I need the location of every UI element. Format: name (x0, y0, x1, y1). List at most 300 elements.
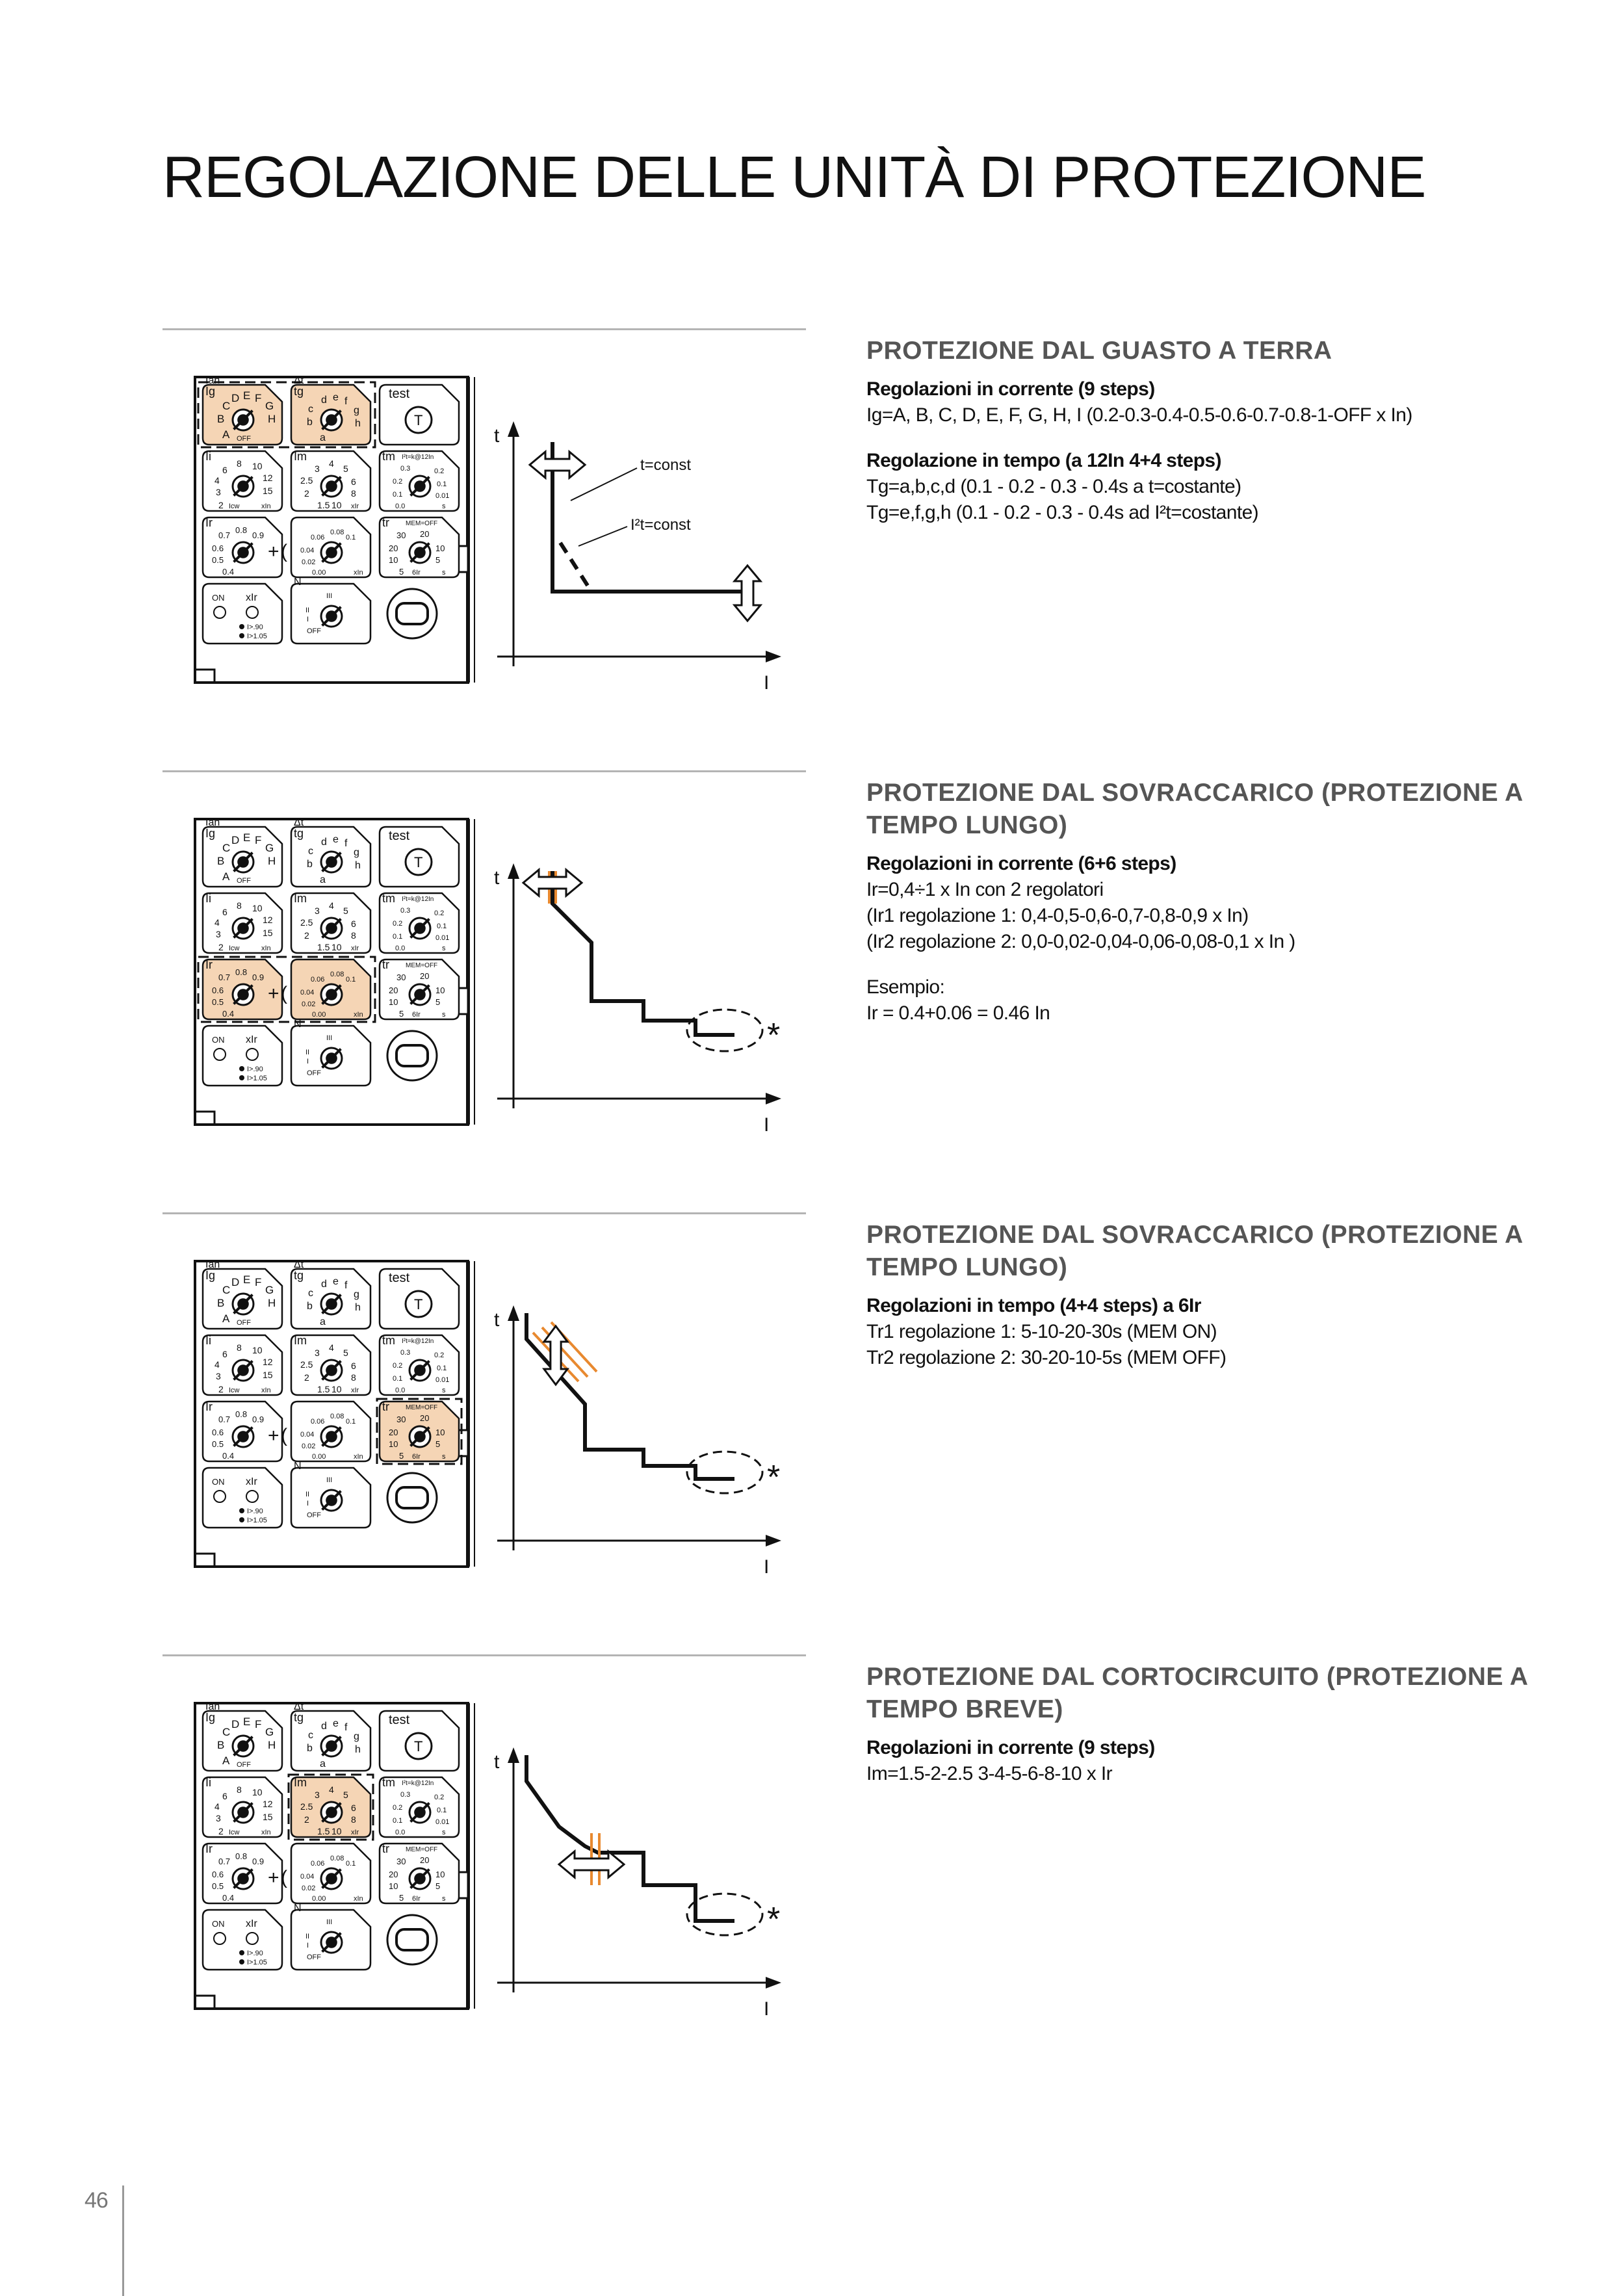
section-heading: PROTEZIONE DAL CORTOCIRCUITO (PROTEZIONE A TEMPO BREVE) (866, 1663, 1527, 1723)
protection-figure (162, 806, 812, 1157)
ig-letter: G (265, 1284, 274, 1296)
im-value: 8 (351, 488, 356, 499)
tm-value: 0.1 (437, 480, 447, 488)
im-value: 3 (315, 463, 320, 474)
ii-label: Ii (205, 1334, 211, 1347)
tg-letter: g (354, 847, 359, 858)
tm-value: 0.0 (395, 1387, 406, 1394)
i-gt-105-label: I>1.05 (247, 1517, 267, 1524)
ig-letter: G (265, 842, 274, 854)
im-value: 1.5 (317, 942, 330, 952)
ii-value: 4 (214, 917, 220, 928)
n-label: N (294, 1019, 302, 1030)
im-value: 6 (351, 476, 356, 487)
test-button-label: T (414, 1296, 423, 1312)
section-text (866, 1661, 1549, 1807)
tm-value: 0.2 (434, 467, 445, 475)
tm-value: 0.1 (437, 1807, 447, 1814)
ig-label: Ig (205, 1269, 216, 1282)
tr-6ir-label: 6Ir (412, 1895, 421, 1903)
tr-label: tr (382, 1400, 389, 1413)
ig-letter: OFF (237, 435, 251, 443)
ig-letter: D (231, 834, 240, 846)
tr-value: 5 (435, 555, 441, 565)
tg-letter: f (344, 838, 348, 849)
im-value: 10 (331, 1826, 342, 1836)
trip-curve-graph (494, 863, 781, 1136)
on-led (214, 1049, 226, 1060)
im-value: 4 (329, 458, 334, 469)
tr-value: 10 (389, 1881, 398, 1891)
tm-i2t-label: I²t=k@12In (402, 1780, 434, 1787)
tr-value: 20 (420, 1413, 430, 1423)
im-value: 1.5 (317, 1384, 330, 1394)
im-value: 3 (315, 1790, 320, 1800)
ir2-value: 0.1 (346, 1860, 356, 1868)
test-label: test (389, 387, 410, 401)
ii-value: 6 (222, 465, 227, 475)
ir1-value: 0.7 (218, 530, 231, 540)
led-dot-90 (239, 1508, 244, 1513)
setting-line: Esempio: (866, 976, 945, 998)
trip-curve-graph (494, 1747, 781, 2020)
tg-letter: e (333, 1718, 339, 1729)
n-iii-label: III (326, 1034, 333, 1042)
ig-letter: F (255, 834, 262, 846)
n-label: N (294, 577, 302, 588)
im-value: 2.5 (300, 1359, 313, 1370)
i-axis-label: I (764, 1114, 770, 1136)
xir-label: xIr (246, 1476, 257, 1487)
ig-letter: G (265, 400, 274, 412)
tm-i2t-label: I²t=k@12In (402, 896, 434, 903)
im-value: 3 (315, 1348, 320, 1358)
ir-open-paren: ( (281, 1425, 287, 1446)
t-const-label: t=const (640, 456, 692, 474)
ig-letter: D (231, 1718, 240, 1730)
ir1-value: 0.9 (252, 530, 265, 540)
tg-letter: f (344, 1280, 348, 1291)
ir2-value: 0.08 (330, 528, 344, 536)
n-label: N (294, 1903, 302, 1914)
tm-i2t-label: I²t=k@12In (402, 1338, 434, 1345)
tg-letter: a (320, 1316, 326, 1327)
setting-line: (Ir2 regolazione 2: 0,0-0,02-0,04-0,06-0,08-0,1 x In ) (866, 931, 1295, 952)
xir-label: xIr (246, 592, 257, 603)
connector-port (396, 1929, 428, 1950)
ii-value: 10 (252, 1345, 263, 1355)
ii-value: 2 (218, 1384, 224, 1394)
on-led (214, 1933, 226, 1944)
tm-s-label: s (442, 945, 446, 952)
n-i-label: I (307, 1500, 309, 1507)
tr-mem-off-label: MEM=OFF (406, 1846, 438, 1853)
protection-section (0, 770, 1623, 1199)
im-value: 4 (329, 1342, 334, 1353)
block-title: Regolazioni in corrente (6+6 steps) (866, 853, 1176, 874)
n-iii-label: III (326, 592, 333, 600)
xir-label: xIr (246, 1034, 257, 1045)
ir2-value: 0.00 (312, 1011, 326, 1019)
tr-6ir-label: 6Ir (412, 569, 421, 577)
tm-value: 0.1 (393, 491, 403, 499)
im-value: 2.5 (300, 475, 313, 486)
test-button-label: T (414, 854, 423, 870)
setting-line: Tg=e,f,g,h (0.1 - 0.2 - 0.3 - 0.4s ad I²t=costante) (866, 502, 1259, 523)
n-ii-label: II (305, 607, 310, 614)
ii-value: 3 (216, 1813, 221, 1823)
tr-label: tr (382, 958, 389, 971)
section-text (866, 777, 1549, 1046)
trip-curve-graph (494, 1305, 781, 1578)
ir1-value: 0.6 (212, 543, 224, 553)
led-dot-90 (239, 1066, 244, 1071)
t-axis-arrowhead (508, 421, 519, 437)
tr-value: 5 (435, 1881, 441, 1891)
trip-unit-panel (195, 1259, 474, 1567)
ir2-value: 0.1 (346, 534, 356, 541)
icw-label: Icw (229, 1829, 240, 1836)
icw-label: Icw (229, 502, 240, 510)
tg-letter: g (354, 405, 359, 416)
tg-letter: f (344, 1722, 348, 1733)
im-value: 2 (304, 488, 309, 499)
ii-value: 8 (237, 458, 242, 469)
setting-line: Ir = 0.4+0.06 = 0.46 In (866, 1002, 1050, 1024)
ir1-value: 0.5 (212, 555, 224, 565)
im-value: 5 (343, 463, 348, 474)
ii-value: 10 (252, 1787, 263, 1797)
tr-value: 5 (435, 1439, 441, 1449)
dt-label: Δt (294, 375, 304, 386)
tg-letter: a (320, 1758, 326, 1769)
ii-label: Ii (205, 892, 211, 905)
ii-value: 12 (263, 473, 273, 483)
connector-port (396, 603, 428, 624)
tr-label: tr (382, 1842, 389, 1855)
xir-led (246, 1049, 258, 1060)
setting-line: Tr1 regolazione 1: 5-10-20-30s (MEM ON) (866, 1321, 1217, 1342)
im-value: 6 (351, 919, 356, 929)
im-xir-label: xIr (351, 1829, 359, 1836)
ir2-value: 0.02 (302, 558, 316, 566)
on-led (214, 607, 226, 618)
protection-section (0, 1212, 1623, 1641)
tm-value: 0.2 (434, 1794, 445, 1801)
ii-value: 12 (263, 915, 273, 925)
protection-figure (162, 1690, 812, 2041)
tg-letter: b (307, 1743, 313, 1754)
ir2-value: 0.02 (302, 1885, 316, 1892)
ir1-value: 0.7 (218, 1857, 231, 1866)
ig-label: Ig (205, 827, 216, 840)
ii-value: 6 (222, 907, 227, 917)
tr-value: 5 (399, 567, 404, 577)
time-adjust-arrow (530, 452, 585, 478)
im-value: 5 (343, 1790, 348, 1800)
settings-block (866, 376, 1549, 428)
ii-xin-label: xIn (261, 1387, 271, 1394)
ii-value: 15 (263, 1812, 273, 1822)
im-value: 8 (351, 1814, 356, 1825)
ii-value: 8 (237, 1784, 242, 1795)
instantaneous-zone-ellipse (687, 1894, 762, 1935)
trip-unit-panel (195, 817, 474, 1125)
ir1-value: 0.4 (222, 567, 235, 577)
ii-value: 6 (222, 1349, 227, 1359)
connector-port (396, 1487, 428, 1508)
icw-label: Icw (229, 945, 240, 952)
test-label: test (389, 1271, 410, 1285)
im-value: 5 (343, 1348, 348, 1358)
tr-value: 5 (435, 997, 441, 1007)
ir-open-paren: ( (281, 983, 287, 1004)
tr-value: 20 (420, 529, 430, 539)
ig-letter: OFF (237, 1761, 251, 1769)
ii-value: 4 (214, 1801, 220, 1812)
ir-label: Ir (205, 1400, 213, 1413)
test-button-label: T (414, 1738, 423, 1755)
tm-value: 0.1 (437, 1364, 447, 1372)
ii-value: 2 (218, 942, 224, 952)
tr-s-label: s (442, 569, 446, 577)
ii-label: Ii (205, 450, 211, 463)
tg-letter: c (308, 404, 313, 415)
im-value: 10 (331, 1384, 342, 1394)
ir2-xin-label: xIn (354, 569, 363, 577)
ig-letter: C (222, 1284, 231, 1296)
im-value: 4 (329, 900, 334, 911)
tg-letter: c (308, 1288, 313, 1299)
section-heading: PROTEZIONE DAL SOVRACCARICO (PROTEZIONE A TEMPO LUNGO) (866, 1221, 1523, 1281)
ig-letter: A (222, 1755, 230, 1767)
ii-xin-label: xIn (261, 502, 271, 510)
tm-value: 0.1 (393, 1817, 403, 1825)
tr-value: 10 (435, 543, 445, 553)
i-gt-105-label: I>1.05 (247, 633, 267, 640)
i-gt-105-label: I>1.05 (247, 1959, 267, 1966)
ir2-value: 0.02 (302, 1000, 316, 1008)
ii-label: Ii (205, 1776, 211, 1789)
ig-letter: OFF (237, 1319, 251, 1327)
tr-value: 5 (399, 1893, 404, 1903)
tr-value: 5 (399, 1451, 404, 1461)
ig-letter: A (222, 428, 230, 441)
i-axis-arrowhead (766, 1093, 781, 1104)
ig-letter: H (268, 1297, 276, 1309)
xir-led (246, 1491, 258, 1502)
tg-label: tg (294, 1711, 304, 1724)
tr-value: 10 (435, 985, 445, 995)
t-axis-label: t (494, 1751, 500, 1773)
tm-value: 0.3 (400, 465, 411, 473)
tr-value: 30 (396, 1857, 406, 1866)
tg-letter: e (333, 392, 339, 403)
im-value: 10 (331, 500, 342, 510)
overcurrent-curve (552, 871, 734, 1035)
led-dot-105 (239, 1517, 244, 1522)
ig-letter: C (222, 400, 231, 412)
ig-letter: F (255, 1276, 262, 1288)
ig-label: Ig (205, 1711, 216, 1724)
tm-value: 0.3 (400, 1791, 411, 1799)
ig-letter: H (268, 1739, 276, 1751)
ir2-value: 0.06 (311, 534, 325, 541)
ir1-value: 0.7 (218, 972, 231, 982)
ir1-value: 0.4 (222, 1451, 235, 1461)
setting-line: (Ir1 regolazione 1: 0,4-0,5-0,6-0,7-0,8-0,9 x In) (866, 905, 1249, 926)
t-axis-label: t (494, 1309, 500, 1331)
tr-value: 20 (420, 971, 430, 981)
ir2-xin-label: xIn (354, 1011, 363, 1019)
section-rule (162, 328, 806, 330)
i-axis-label: I (764, 1556, 770, 1578)
tg-letter: a (320, 432, 326, 443)
tr-value: 20 (389, 1428, 398, 1437)
im-label: Im (294, 1334, 307, 1347)
tg-letter: h (355, 1302, 361, 1313)
i-gt-90-label: I>.90 (247, 1950, 263, 1957)
ii-value: 3 (216, 1371, 221, 1381)
tm-value: 0.01 (435, 1818, 450, 1826)
tm-value: 0.1 (393, 1375, 403, 1383)
settings-block (866, 448, 1549, 526)
test-label: test (389, 829, 410, 843)
on-label: ON (212, 1477, 225, 1487)
ir1-value: 0.9 (252, 1415, 265, 1424)
ig-letter: A (222, 870, 230, 883)
ii-value: 8 (237, 900, 242, 911)
tg-letter: g (354, 1289, 359, 1300)
tg-letter: e (333, 1276, 339, 1287)
ir1-value: 0.6 (212, 985, 224, 995)
i2t-const-leader (578, 527, 627, 546)
led-dot-90 (239, 1950, 244, 1955)
i-axis-label: I (764, 1998, 770, 2020)
block-title: Regolazioni in corrente (9 steps) (866, 378, 1155, 400)
n-off-label: OFF (307, 1953, 321, 1961)
im-value: 2 (304, 1814, 309, 1825)
ig-letter: E (243, 389, 251, 402)
ig-letter: C (222, 1726, 231, 1738)
ig-letter: B (217, 1297, 225, 1309)
ir1-value: 0.8 (235, 967, 248, 977)
ir2-value: 0.06 (311, 1418, 325, 1426)
ir1-value: 0.6 (212, 1870, 224, 1879)
page-number: 46 (84, 2188, 108, 2213)
tm-value: 0.3 (400, 907, 411, 915)
tm-value: 0.0 (395, 1829, 406, 1836)
t-axis-arrowhead (508, 863, 519, 879)
tg-letter: h (355, 860, 361, 871)
ir-open-paren: ( (281, 1867, 287, 1888)
ir2-value: 0.06 (311, 1860, 325, 1868)
i-gt-105-label: I>1.05 (247, 1075, 267, 1082)
ig-letter: E (243, 831, 251, 844)
tg-label: tg (294, 1269, 304, 1282)
ian-label: Iān (205, 375, 220, 386)
block-title: Regolazioni in tempo (4+4 steps) a 6Ir (866, 1295, 1201, 1316)
protection-figure (162, 364, 812, 715)
ig-letter: OFF (237, 877, 251, 885)
ii-value: 15 (263, 928, 273, 938)
ir-open-paren: ( (281, 541, 287, 562)
ii-value: 3 (216, 487, 221, 497)
protection-figure (162, 1248, 812, 1599)
led-dot-105 (239, 1959, 244, 1964)
tg-letter: d (321, 1721, 327, 1732)
im-xir-label: xIr (351, 1387, 359, 1394)
ir2-value: 0.08 (330, 1855, 344, 1862)
tm-value: 0.2 (393, 1362, 403, 1370)
im-value: 2 (304, 1372, 309, 1383)
ir2-value: 0.00 (312, 1895, 326, 1903)
ir2-value: 0.04 (300, 547, 315, 554)
ii-value: 2 (218, 500, 224, 510)
trip-unit-panel (195, 1701, 474, 2009)
im-value: 5 (343, 906, 348, 916)
im-value: 2 (304, 930, 309, 941)
tg-letter: b (307, 1301, 313, 1312)
ii-value: 10 (252, 903, 263, 913)
section-rule (162, 770, 806, 772)
t-axis-label: t (494, 425, 500, 447)
block-title: Regolazione in tempo (a 12In 4+4 steps) (866, 450, 1221, 471)
tm-label: tm (382, 1334, 395, 1347)
tr-6ir-label: 6Ir (412, 1011, 421, 1019)
ii-xin-label: xIn (261, 945, 271, 952)
trip-unit-panel (195, 375, 474, 683)
tm-value: 0.01 (435, 492, 450, 500)
led-dot-90 (239, 624, 244, 629)
ir2-value: 0.1 (346, 1418, 356, 1426)
tm-value: 0.1 (437, 922, 447, 930)
tm-value: 0.0 (395, 945, 406, 952)
led-dot-105 (239, 633, 244, 638)
on-label: ON (212, 1919, 225, 1929)
tm-value: 0.01 (435, 934, 450, 942)
i2t-const-label: I²t=const (630, 516, 691, 534)
ig-letter: D (231, 392, 240, 404)
im-value: 10 (331, 942, 342, 952)
xir-led (246, 1933, 258, 1944)
instantaneous-asterisk: * (767, 1901, 781, 1938)
ir1-value: 0.5 (212, 997, 224, 1007)
tr-value: 30 (396, 972, 406, 982)
ir2-value: 0.08 (330, 1413, 344, 1420)
tr-value: 30 (396, 1415, 406, 1424)
ii-value: 12 (263, 1357, 273, 1367)
n-off-label: OFF (307, 627, 321, 635)
i-gt-90-label: I>.90 (247, 623, 263, 631)
tr-value: 10 (389, 555, 398, 565)
tg-letter: a (320, 874, 326, 885)
n-i-label: I (307, 1058, 309, 1065)
tm-i2t-label: I²t=k@12In (402, 454, 434, 461)
ii-value: 4 (214, 475, 220, 486)
tm-s-label: s (442, 1829, 446, 1836)
ir2-value: 0.02 (302, 1442, 316, 1450)
i-gt-90-label: I>.90 (247, 1065, 263, 1073)
on-led (214, 1491, 226, 1502)
ir2-value: 0.00 (312, 1453, 326, 1461)
connector-port (396, 1045, 428, 1066)
tg-letter: b (307, 417, 313, 428)
n-ii-label: II (305, 1491, 310, 1498)
ig-letter: G (265, 1726, 274, 1738)
tm-value: 0.2 (434, 909, 445, 917)
im-label: Im (294, 450, 307, 463)
